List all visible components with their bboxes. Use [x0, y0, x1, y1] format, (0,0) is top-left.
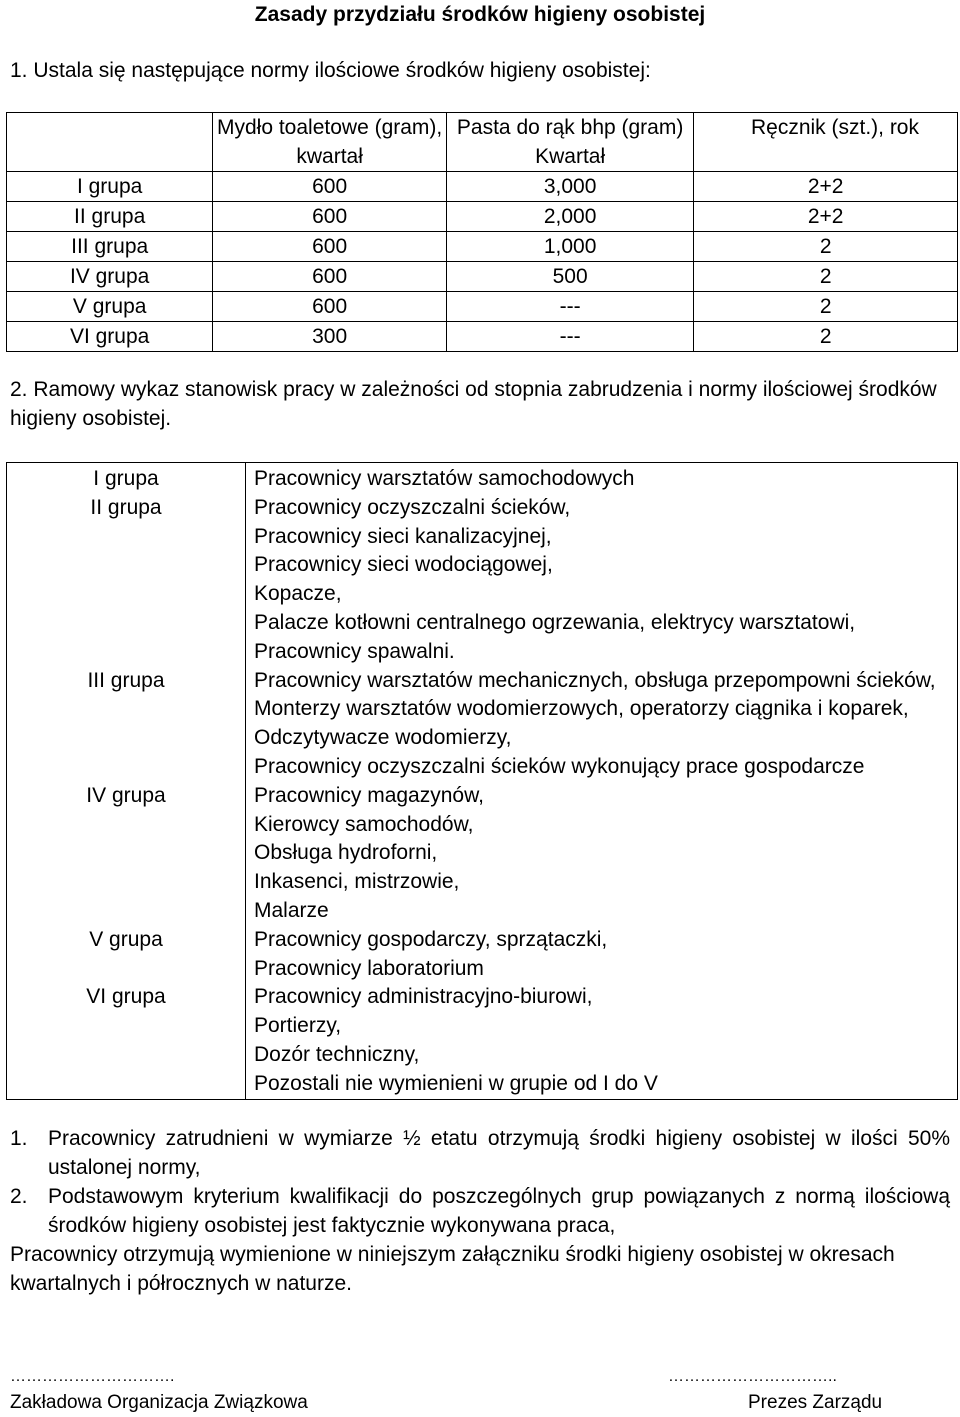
table-row	[7, 782, 958, 926]
group-line: Pracownicy oczyszczalni ścieków,	[254, 495, 571, 519]
note-text: Podstawowym kryterium kwalifikacji do poszczególnych grup powiązanych z normą ilościową środków higieny osobistej jest faktycznie wykonywana praca,	[48, 1185, 950, 1237]
norms-header-empty	[7, 113, 213, 172]
group-description	[246, 667, 958, 782]
group-line: Portierzy,	[254, 1014, 342, 1038]
norms-cell-group: I grupa	[7, 172, 213, 202]
signature-line-right: …………………………..	[668, 1368, 837, 1385]
norms-header-soap	[213, 113, 447, 172]
norms-cell-soap: 300	[213, 322, 447, 352]
norms-cell-paste: ---	[446, 322, 693, 352]
group-description	[246, 782, 958, 926]
norms-cell-paste: 1,000	[446, 232, 693, 262]
norms-header-soap-line1: Mydło toaletowe (gram),	[217, 116, 443, 139]
group-line: Kierowcy samochodów,	[254, 812, 474, 836]
norms-cell-paste: 2,000	[446, 202, 693, 232]
norms-header-towel-line1: Ręcznik (szt.), rok	[750, 116, 919, 139]
group-description	[246, 926, 958, 984]
group-line: Inkasenci, mistrzowie,	[254, 870, 460, 894]
table-row	[7, 232, 958, 262]
group-line: Odczytywacze wodomierzy,	[254, 726, 512, 750]
norms-header-towel	[694, 113, 958, 172]
group-line: Pracownicy administracyjno-biurowi,	[254, 985, 593, 1009]
group-line: Pracownicy warsztatów samochodowych	[254, 467, 635, 490]
table-row	[7, 463, 958, 494]
closing-paragraph: Pracownicy otrzymują wymienione w niniejszym załączniku środki higieny osobistej w okresach kwartalnych i półrocznych w naturze.	[10, 1243, 895, 1295]
notes-section	[10, 1124, 950, 1298]
group-line: Pozostali nie wymienieni w grupie od I do V	[254, 1071, 658, 1095]
norms-header-paste	[446, 113, 693, 172]
group-description	[246, 494, 958, 667]
table-row	[7, 262, 958, 292]
group-line: Pracownicy warsztatów mechanicznych, obsługa przepompowni ścieków,	[254, 668, 936, 692]
norms-cell-group: V grupa	[7, 292, 213, 322]
table-row	[7, 292, 958, 322]
group-name: VI grupa	[7, 983, 246, 1099]
norms-header-paste-line1: Pasta do rąk bhp (gram)	[456, 116, 684, 139]
group-line: Obsługa hydroforni,	[254, 841, 438, 865]
norms-cell-towel: 2	[694, 292, 958, 322]
signature-label-right: Prezes Zarządu	[748, 1392, 883, 1413]
norms-table-header-row	[7, 113, 958, 172]
norms-cell-towel: 2	[694, 232, 958, 262]
group-name: IV grupa	[7, 782, 246, 926]
section-2-heading: 2. Ramowy wykaz stanowisk pracy w zależności od stopnia zabrudzenia i normy ilościowej środków higieny osobistej.	[10, 378, 937, 430]
group-description	[246, 983, 958, 1099]
group-line: Pracownicy sieci wodociągowej,	[254, 553, 553, 577]
group-name: II grupa	[7, 494, 246, 667]
group-line: Pracownicy oczyszczalni ścieków wykonujący prace gospodarcze	[254, 754, 865, 778]
section-1-heading: 1. Ustala się następujące normy ilościowe środków higieny osobistej:	[10, 59, 651, 82]
note-number: 2.	[10, 1185, 28, 1208]
group-line: Dozór techniczny,	[254, 1042, 420, 1066]
note-number: 1.	[10, 1127, 28, 1150]
norms-cell-soap: 600	[213, 262, 447, 292]
group-line: Kopacze,	[254, 582, 342, 606]
group-name: I grupa	[7, 463, 246, 494]
norms-cell-paste: 500	[446, 262, 693, 292]
norms-cell-soap: 600	[213, 172, 447, 202]
group-line: Pracownicy sieci kanalizacyjnej,	[254, 524, 552, 548]
table-row	[7, 322, 958, 352]
group-line: Pracownicy gospodarczy, sprzątaczki,	[254, 927, 608, 951]
group-name: V grupa	[7, 926, 246, 984]
norms-header-paste-line2: Kwartał	[535, 145, 606, 168]
table-row	[7, 926, 958, 984]
table-row	[7, 494, 958, 667]
note-text: Pracownicy zatrudnieni w wymiarze ½ etatu otrzymują środki higieny osobistej w ilości 50% ustalonej normy,	[48, 1127, 950, 1179]
table-row	[7, 667, 958, 782]
group-line: Malarze	[254, 898, 329, 922]
groups-table	[6, 462, 958, 1100]
norms-cell-group: II grupa	[7, 202, 213, 232]
norms-table	[6, 112, 958, 352]
group-line: Pracownicy laboratorium	[254, 956, 484, 980]
group-line: Pracownicy spawalni.	[254, 639, 455, 663]
signature-line-left: ………………………….	[10, 1368, 175, 1385]
group-description	[246, 463, 958, 494]
norms-header-soap-line2: kwartał	[296, 145, 363, 168]
group-line: Monterzy warsztatów wodomierzowych, operatorzy ciągnika i koparek,	[254, 697, 909, 721]
table-row	[7, 202, 958, 232]
norms-cell-group: IV grupa	[7, 262, 213, 292]
page-title: Zasady przydziału środków higieny osobistej	[254, 3, 706, 26]
table-row	[7, 172, 958, 202]
signature-label-left: Zakładowa Organizacja Związkowa	[10, 1392, 308, 1413]
norms-cell-towel: 2+2	[694, 202, 958, 232]
norms-cell-towel: 2+2	[694, 172, 958, 202]
norms-cell-towel: 2	[694, 322, 958, 352]
norms-cell-paste: ---	[446, 292, 693, 322]
norms-cell-group: III grupa	[7, 232, 213, 262]
group-line: Palacze kotłowni centralnego ogrzewania, elektrycy warsztatowi,	[254, 610, 856, 634]
norms-cell-soap: 600	[213, 292, 447, 322]
norms-cell-paste: 3,000	[446, 172, 693, 202]
list-item	[10, 1182, 950, 1240]
norms-cell-group: VI grupa	[7, 322, 213, 352]
list-item	[10, 1124, 950, 1182]
norms-cell-soap: 600	[213, 232, 447, 262]
group-name: III grupa	[7, 667, 246, 782]
norms-cell-soap: 600	[213, 202, 447, 232]
norms-cell-towel: 2	[694, 262, 958, 292]
group-line: Pracownicy magazynów,	[254, 783, 484, 807]
table-row	[7, 983, 958, 1099]
